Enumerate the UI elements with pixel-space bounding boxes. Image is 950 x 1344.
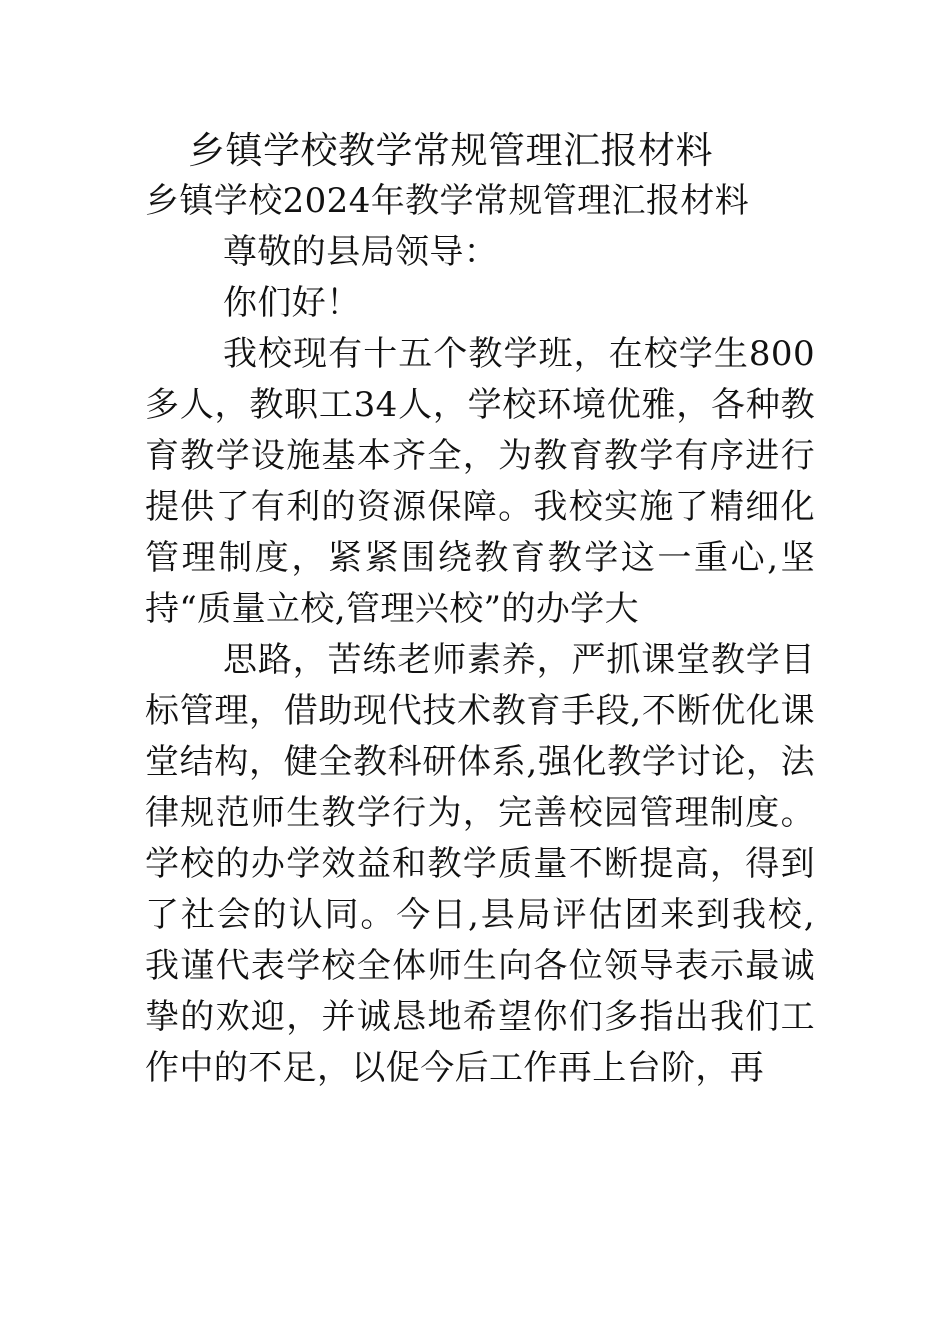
document-subtitle: 乡镇学校2024年教学常规管理汇报材料 xyxy=(145,181,750,221)
document-body xyxy=(145,176,815,1094)
paragraph-1: 我校现有十五个教学班，在校学生800多人，教职工34人，学校环境优雅，各种教育教学设施基本齐全，为教育教学有序进行提供了有利的资源保障。我校实施了精细化管理制度，紧紧围绕教育教学这一重心,坚持“质量立校,管理兴校”的办学大 xyxy=(145,334,815,629)
paragraph-2: 思路，苦练老师素养，严抓课堂教学目标管理，借助现代技术教育手段,不断优化课堂结构，健全教科研体系,强化教学讨论，法律规范师生教学行为，完善校园管理制度。学校的办学效益和教学质量不断提高，得到了社会的认同。今日,县局评估团来到我校,我谨代表学校全体师生向各位领导表示最诚挚的欢迎，并诚恳地希望你们多指出我们工作中的不足，以促今后工作再上台阶，再 xyxy=(145,640,815,1088)
document-title: 乡镇学校教学常规管理汇报材料 xyxy=(188,129,713,172)
salutation: 尊敬的县局领导： xyxy=(223,232,499,272)
greeting: 你们好！ xyxy=(223,283,361,323)
